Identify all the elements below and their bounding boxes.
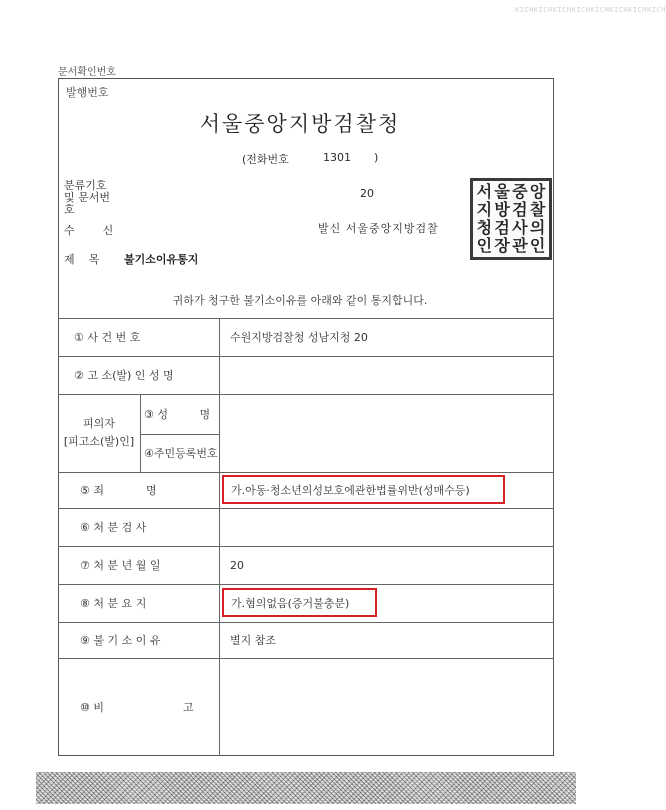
official-seal (470, 178, 552, 260)
subject-value: 불기소이유통지 (124, 253, 199, 266)
table-column-divider (219, 318, 220, 756)
issue-number-label: 발행번호 (66, 86, 109, 99)
seal-char: 방 (494, 200, 510, 220)
crime-label: ⑤ 죄 명 (80, 484, 157, 497)
suspect-group-title: 피의자 (83, 417, 115, 430)
office-title: 서울중앙지방검찰청 (199, 112, 401, 136)
seal-char: 서 (476, 182, 493, 202)
seal-char: 울 (494, 182, 510, 202)
table-column-divider (140, 394, 141, 472)
suspect-group-subtitle: [피고소(발)인] (63, 435, 135, 448)
remarks-label-end: 고 (183, 701, 194, 714)
crime-highlight-box (222, 475, 505, 504)
seal-char: 인 (476, 235, 493, 255)
prosecutor-label: ⑥ 처 분 검 사 (80, 521, 147, 534)
case-number-value: 수원지방검찰청 성남지청 20 (230, 331, 368, 344)
subject-label: 제목 (64, 253, 114, 266)
suspect-name-label: ③ 성 명 (144, 408, 211, 421)
recipient-label: 수신 (64, 224, 142, 237)
seal-char: 지 (476, 200, 493, 220)
seal-char: 청 (476, 217, 493, 237)
disposal-gist-highlight-box (222, 588, 377, 617)
seal-char: 사 (512, 217, 528, 237)
reason-value: 별지 참조 (230, 634, 277, 647)
disposal-date-value: 20 (230, 558, 244, 572)
intro-text: 귀하가 청구한 불기소이유를 아래와 같이 통지합니다. (172, 294, 428, 307)
suspect-id-label: ④주민등록번호 (144, 447, 218, 460)
complainant-label: ② 고 소(발) 인 성 명 (74, 369, 174, 382)
classification-value: 20 (360, 187, 374, 200)
case-number-label: ① 사 건 번 호 (74, 331, 141, 344)
remarks-label: ⑩ 비 (80, 701, 104, 714)
scan-noise-strip (36, 772, 576, 804)
classification-label: 분류기호 및 문서번호 (64, 179, 111, 216)
reason-label: ⑨ 불 기 소 이 유 (80, 634, 161, 647)
seal-char: 검 (494, 217, 510, 237)
seal-char: 검 (512, 200, 528, 220)
disposal-date-label: ⑦ 처 분 년 월 일 (80, 559, 161, 572)
seal-char: 의 (529, 217, 546, 237)
crime-value: 가.아동·청소년의성보호에관한법률위반(성매수등) (231, 484, 470, 497)
watermark: KICHKICHKICHKICHKICHKICHKICHKICH (515, 6, 666, 14)
sender: 발신 서울중앙지방검찰 (318, 222, 439, 235)
seal-char: 앙 (529, 182, 546, 202)
document-confirm-label: 문서확인번호 (58, 67, 116, 78)
phone-label: (전화번호 (242, 153, 289, 166)
seal-char: 찰 (529, 200, 546, 220)
seal-char: 중 (512, 182, 528, 202)
seal-char: 장 (494, 235, 510, 255)
suspect-group-label (58, 394, 140, 472)
seal-char: 관 (512, 235, 528, 255)
table-row-divider (58, 658, 554, 659)
phone-number: 1301 (323, 151, 351, 164)
disposal-gist-value: 가.혐의없음(증거불충분) (231, 597, 350, 610)
seal-char: 인 (529, 235, 546, 255)
disposal-gist-label: ⑧ 처 분 요 지 (80, 597, 147, 610)
phone-close: ) (374, 151, 379, 164)
